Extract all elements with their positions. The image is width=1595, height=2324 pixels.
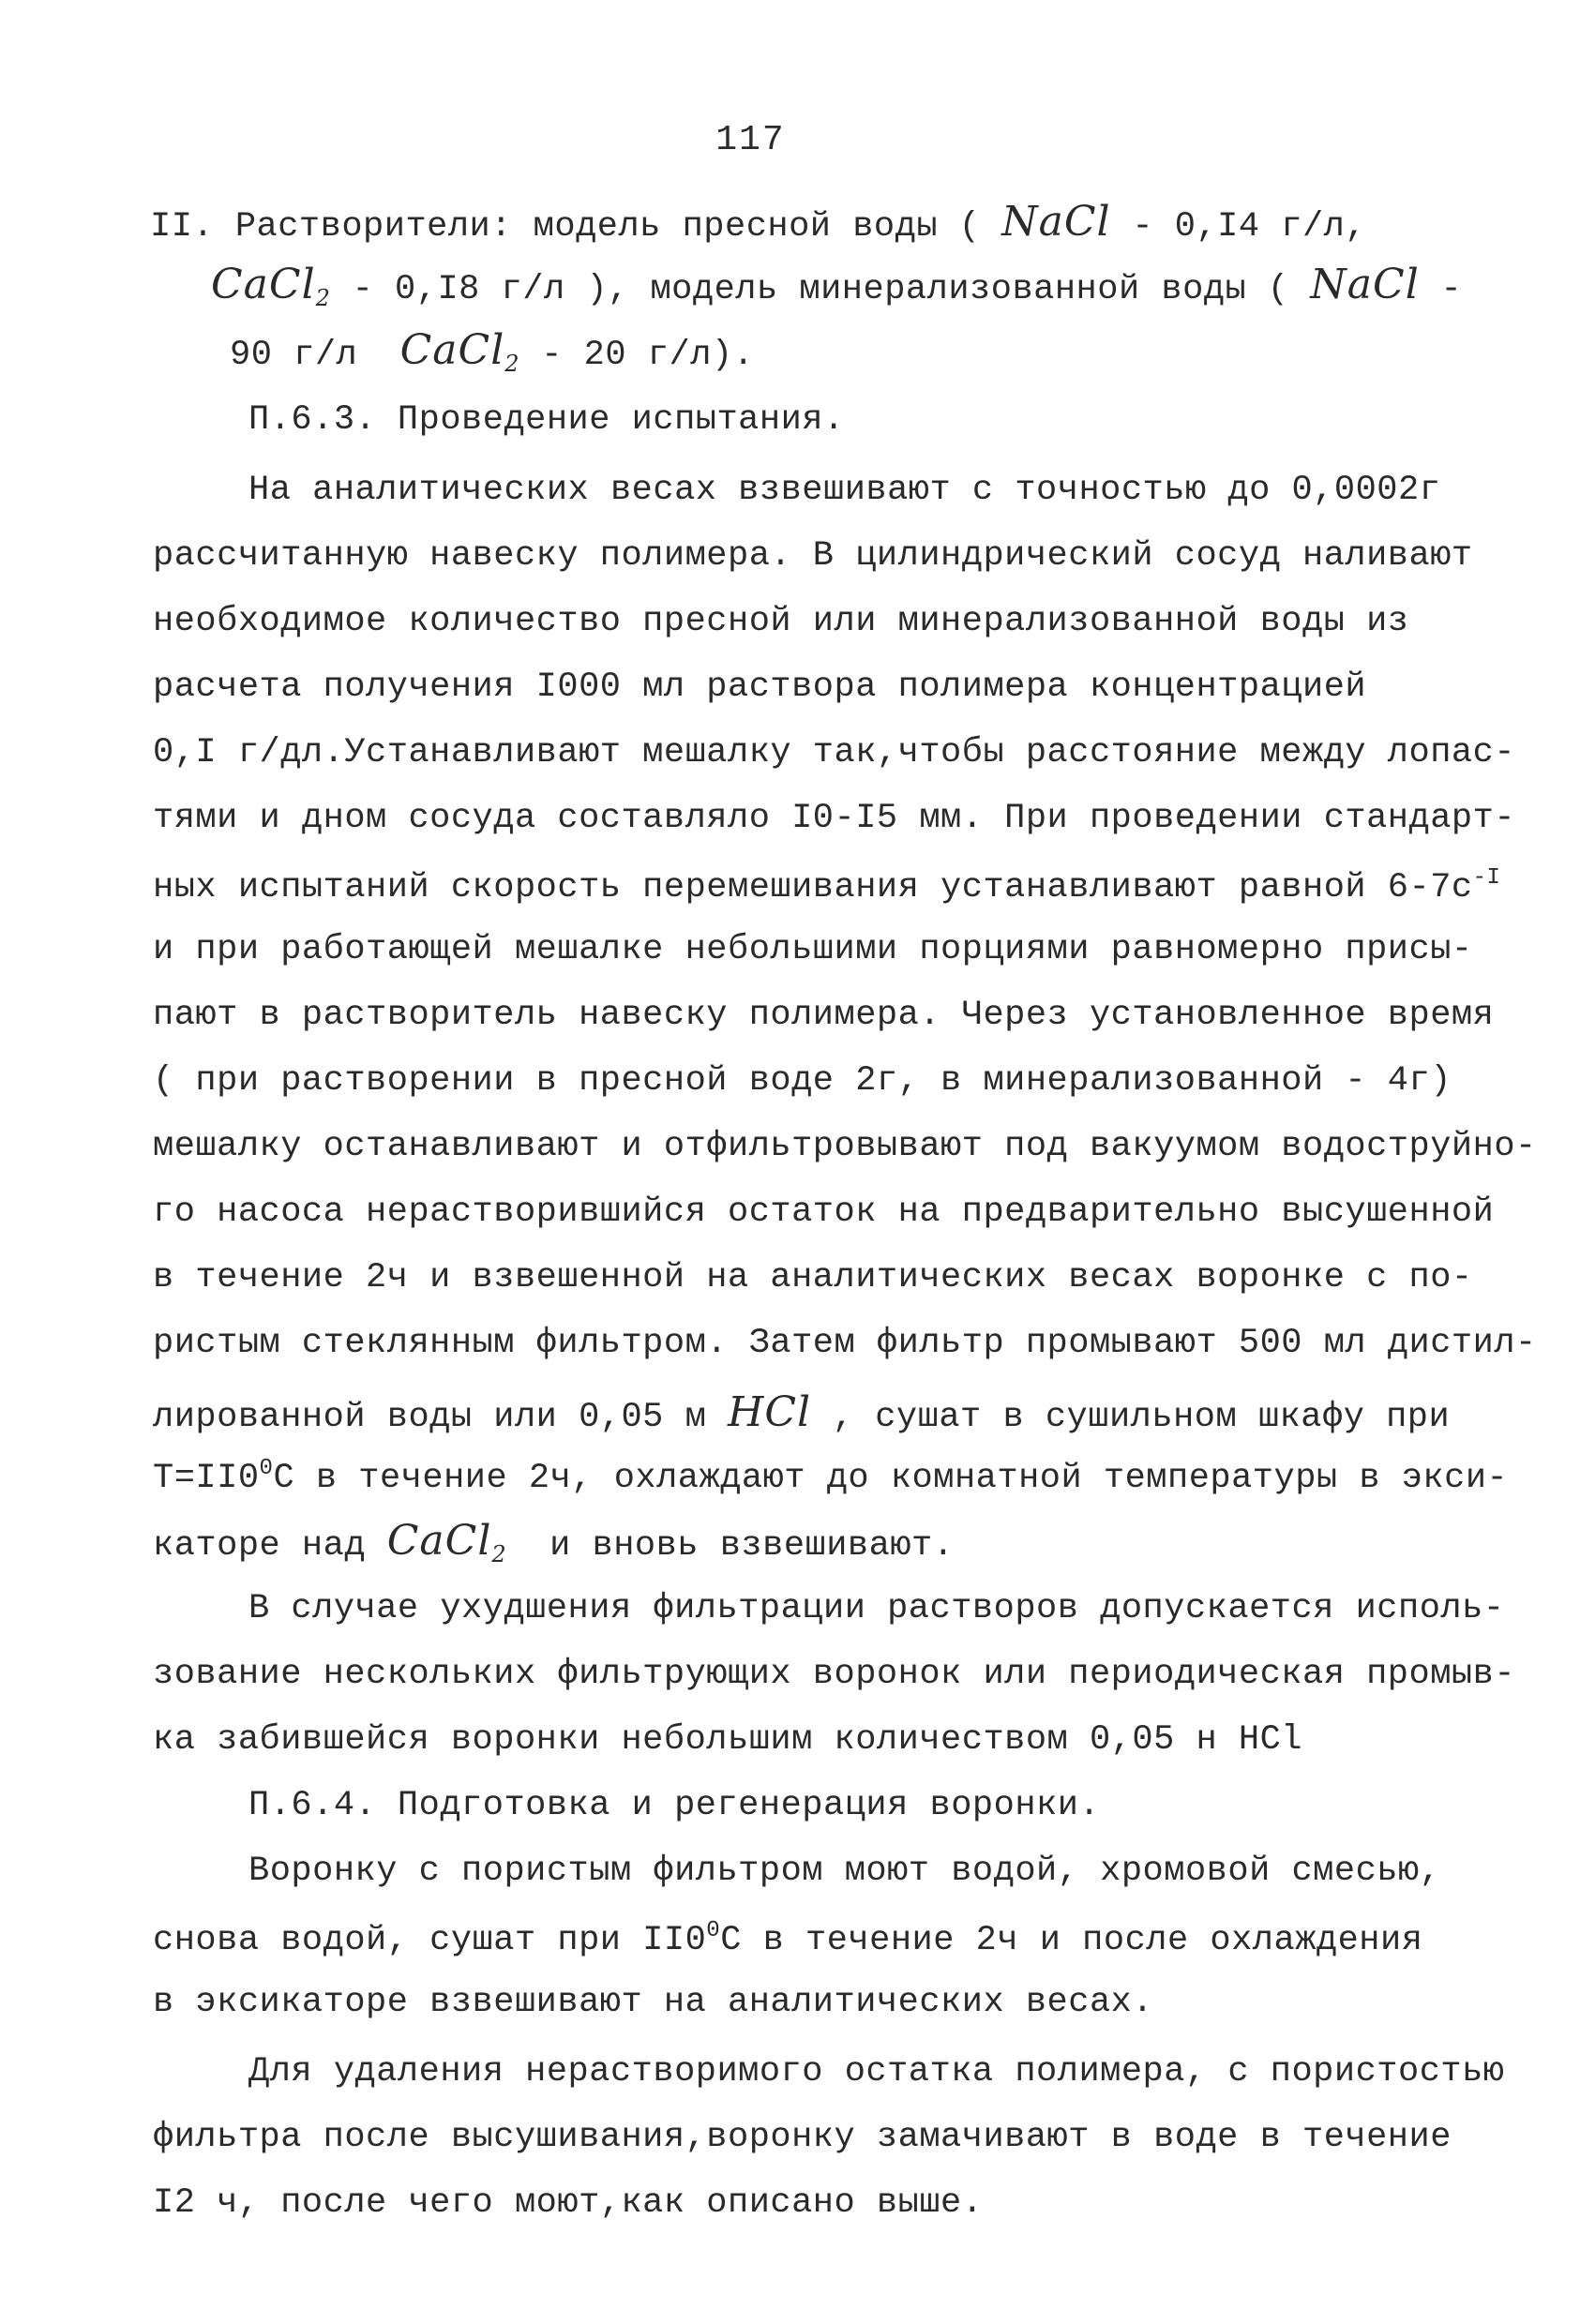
formula-hcl: HCl [728, 1388, 812, 1436]
body-line [153, 1458, 1508, 1496]
body-line: В случае ухудшения фильтрации растворов допускается исполь- [248, 1589, 1505, 1628]
superscript: 0 [706, 1918, 721, 1943]
superscript: -I [1472, 865, 1501, 891]
body-text: и вновь взвешивают. [506, 1526, 955, 1566]
body-line [153, 1517, 955, 1567]
body-text: С в течение 2ч, охлаждают до комнатной температуры в экси- [273, 1459, 1509, 1498]
body-line: I2 ч, после чего моют,как описано выше. [153, 2183, 984, 2223]
solvents-line-3 [230, 326, 755, 377]
body-line: ( при растворении в пресной воде 2г, в минерализованной - 4г) [153, 1061, 1452, 1101]
body-line: ка забившейся воронки небольшим количеством 0,05 н HCl [153, 1720, 1302, 1760]
formula-cacl2 [399, 326, 520, 377]
body-text: лированной воды или 0,05 м [153, 1398, 728, 1437]
body-line: ристым стеклянным фильтром. Затем фильтр промывают 500 мл дистил- [153, 1324, 1537, 1363]
body-line: необходимое количество пресной или минерализованной воды из [153, 602, 1409, 641]
formula-subscript: 2 [504, 351, 520, 377]
section-heading-634: П.6.4. Подготовка и регенерация воронки. [248, 1786, 1101, 1825]
body-line: в течение 2ч и взвешенной на аналитических весах воронке с по- [153, 1258, 1473, 1297]
formula-nacl: NaCl [1310, 261, 1420, 308]
formula-nacl: NaCl [1001, 198, 1111, 246]
solvents-text: - [1419, 270, 1463, 309]
formula-cacl2 [387, 1517, 507, 1565]
formula-cacl2 [211, 261, 331, 311]
formula-subscript: 2 [491, 1541, 507, 1567]
superscript: 0 [259, 1456, 274, 1481]
body-line [153, 867, 1500, 906]
body-text: ных испытаний скорость перемешивания устанавливают равной 6-7с [153, 868, 1473, 907]
body-line: и при работающей мешалке небольшими порциями равномерно присы- [153, 930, 1473, 969]
solvents-text: - 0,I8 г/л ), модель минерализованной воды ( [330, 270, 1311, 309]
formula-base: CaCl [399, 326, 505, 374]
body-text: С в течение 2ч и после охлаждения [720, 1921, 1423, 1960]
body-line: тями и дном сосуда составляло I0-I5 мм. При проведении стандарт- [153, 799, 1516, 838]
body-text: Т=II0 [153, 1459, 260, 1498]
body-line: расчета получения I000 мл раствора полимера концентрацией [153, 667, 1367, 707]
section-heading-633: П.6.3. Проведение испытания. [248, 400, 845, 440]
formula-base: CaCl [211, 261, 316, 308]
body-line: мешалку останавливают и отфильтровывают под вакуумом водоструйно- [153, 1127, 1537, 1166]
solvents-line-2 [211, 261, 1463, 311]
formula-base: CaCl [386, 1517, 492, 1565]
solvents-text: - 0,I4 г/л, [1110, 207, 1367, 247]
solvents-text: 90 г/л [230, 336, 400, 375]
body-text: снова водой, сушат при II0 [153, 1921, 707, 1960]
body-line: зование нескольких фильтрующих воронок или периодическая промыв- [153, 1655, 1516, 1694]
solvents-text: II. Растворители: модель пресной воды ( [150, 207, 1002, 247]
body-line: пают в растворитель навеску полимера. Через установленное время [153, 996, 1495, 1035]
body-line: На аналитических весах взвешивают с точностью до 0,0002г [248, 471, 1441, 510]
formula-subscript: 2 [315, 285, 331, 311]
solvents-line-1 [150, 198, 1367, 247]
body-line [153, 1920, 1422, 1958]
body-line: го насоса нерастворившийся остаток на предварительно высушенной [153, 1192, 1495, 1232]
body-text: , сушат в сушильном шкафу при [811, 1398, 1451, 1437]
body-line: в эксикаторе взвешивают на аналитических весах. [153, 1983, 1154, 2022]
solvents-text: - 20 г/л). [519, 336, 755, 375]
body-line: рассчитанную навеску полимера. В цилиндрический сосуд наливают [153, 536, 1473, 576]
body-line: Для удаления нерастворимого остатка полимера, с пористостью [248, 2052, 1505, 2092]
body-line: 0,I г/дл.Устанавливают мешалку так,чтобы расстояние между лопас- [153, 733, 1516, 772]
body-line: Воронку с пористым фильтром моют водой, хромовой смесью, [248, 1852, 1441, 1891]
body-text: каторе над [153, 1526, 387, 1566]
body-line [153, 1388, 1451, 1437]
page-number: 117 [715, 120, 786, 160]
body-line: фильтра после высушивания,воронку замачивают в воде в течение [153, 2118, 1452, 2157]
